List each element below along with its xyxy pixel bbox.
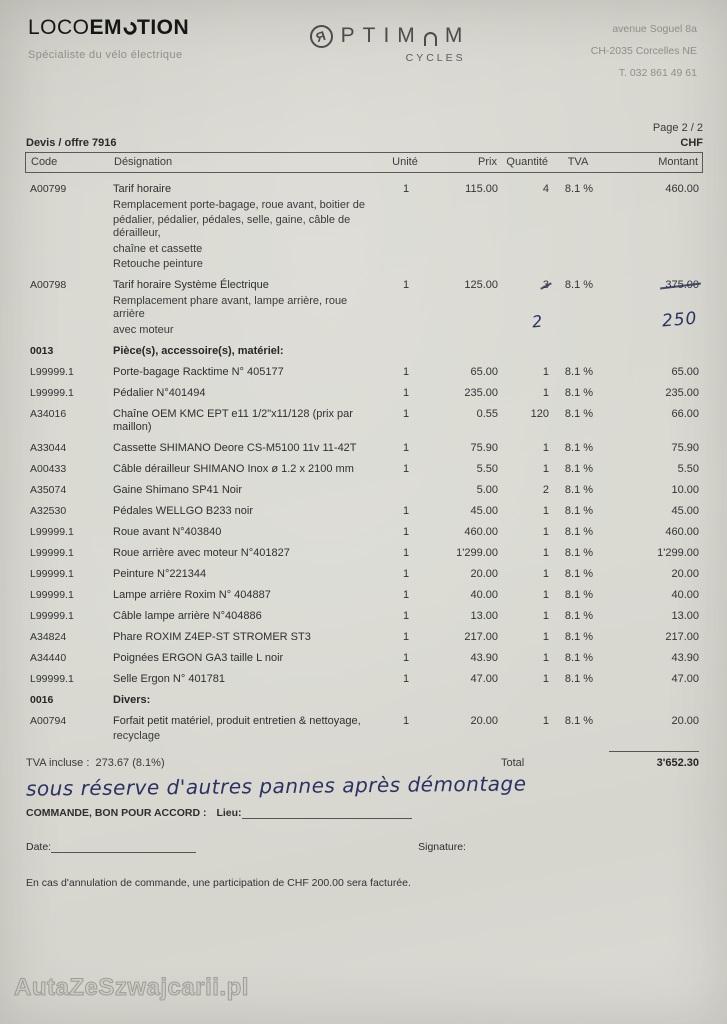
item-name: Selle Ergon N° 401781: [113, 672, 226, 685]
vat-value: 8.1 %: [564, 441, 594, 454]
item-description-line: Remplacement porte-bagage, roue avant, boitier de: [113, 198, 365, 211]
item-name: Câble lampe arrière N°404886: [113, 609, 262, 622]
section-title: Divers:: [113, 693, 151, 706]
item-code: A32530: [30, 504, 67, 517]
watermark: AutaZeSzwajcarii.pl: [14, 974, 249, 1001]
item-code: L99999.1: [30, 546, 74, 559]
unit-value: 1: [402, 365, 410, 378]
item-name: Poignées ERGON GA3 taille L noir: [113, 651, 284, 664]
quantity-cell: [501, 505, 549, 518]
unit-value: 1: [402, 279, 410, 292]
optimum-logo-icon: Я: [310, 25, 333, 48]
col-unite: Unité: [392, 156, 418, 168]
quantity-value: 3: [542, 279, 549, 292]
handwritten-quantity: 2: [530, 311, 543, 332]
company-address: [591, 16, 697, 84]
table-row: [30, 505, 699, 518]
amount-value: 13.00: [671, 609, 699, 622]
item-description: [113, 295, 382, 337]
section-row: [30, 345, 699, 358]
section-row: [30, 694, 699, 707]
item-name: Câble dérailleur SHIMANO Inox ø 1.2 x 2100 mm: [113, 462, 354, 475]
quantity-value: 4: [542, 183, 549, 195]
item-description-line: Remplacement phare avant, lampe arrière, roue arrière: [113, 294, 348, 320]
item-name: Tarif horaire: [113, 183, 172, 195]
amount-cell: [609, 715, 699, 744]
quantity-cell: [501, 610, 549, 623]
totals-row: [26, 751, 699, 769]
item-designation: [113, 484, 382, 497]
item-designation: [113, 442, 382, 455]
quantity-value: 1: [542, 546, 549, 559]
price-value: 75.90: [470, 441, 498, 454]
date-label: Date:: [26, 841, 52, 854]
item-designation: [113, 183, 382, 271]
amount-value: 375.00: [665, 279, 699, 292]
quantity-value: 1: [542, 609, 549, 622]
handwritten-amount: 250: [660, 308, 698, 332]
unit-value: 1: [402, 504, 410, 517]
brand-locoemotion: [28, 16, 189, 84]
amount-value: 460.00: [665, 183, 699, 195]
unit-value: 1: [402, 630, 410, 643]
item-description-line: chaîne et cassette: [113, 242, 203, 255]
amount-value: 43.90: [671, 651, 699, 664]
item-description-line: recyclage: [113, 730, 161, 743]
place-label: Lieu:: [216, 807, 242, 820]
price-value: 217.00: [464, 630, 498, 643]
section-title: Pièce(s), accessoire(s), matériel:: [113, 344, 284, 357]
total-label: Total: [501, 757, 525, 770]
item-designation: [113, 505, 382, 518]
item-code: A00798: [30, 279, 67, 292]
item-designation: [113, 279, 382, 336]
unit-value: 1: [402, 588, 410, 601]
vat-value: 8.1 %: [564, 651, 594, 664]
item-designation: [113, 408, 382, 434]
quantity-value: 1: [542, 567, 549, 580]
unit-value: 1: [402, 525, 410, 538]
quantity-cell: [501, 589, 549, 602]
amount-cell: [609, 631, 699, 644]
quantity-cell: [501, 652, 549, 665]
quantity-cell: [501, 387, 549, 400]
price-value: 47.00: [470, 672, 498, 685]
handwritten-note: sous réserve d'autres pannes après démontage: [25, 771, 527, 801]
vat-value: 8.1 %: [564, 183, 594, 195]
quantity-value: 1: [542, 365, 549, 378]
quantity-cell: [501, 408, 549, 434]
table-row: [30, 484, 699, 497]
item-code: A00433: [30, 462, 67, 475]
amount-cell: [609, 366, 699, 379]
amount-value: 5.50: [677, 462, 699, 475]
item-designation: [113, 526, 382, 539]
amount-value: 20.00: [671, 714, 699, 727]
price-value: 20.00: [470, 567, 498, 580]
price-value: 40.00: [470, 588, 498, 601]
table-row: [30, 279, 699, 336]
amount-value: 1'299.00: [657, 546, 699, 559]
brand-optimum-wordmark: [310, 24, 471, 48]
table-body: [30, 183, 699, 743]
quantity-cell: [501, 463, 549, 476]
price-value: 1'299.00: [456, 546, 498, 559]
amount-cell: [609, 442, 699, 455]
quantity-cell: [501, 183, 549, 271]
item-designation: [113, 568, 382, 581]
item-description-line: Retouche peinture: [113, 258, 203, 271]
price-value: 65.00: [470, 365, 498, 378]
brand-optimum: [310, 24, 471, 84]
item-designation: [113, 463, 382, 476]
amount-cell: [609, 610, 699, 623]
price-value: 460.00: [464, 525, 498, 538]
quantity-value: 1: [542, 441, 549, 454]
item-code: L99999.1: [30, 672, 74, 685]
doc-ref: Devis / offre 7916: [26, 137, 117, 149]
quantity-cell: [501, 279, 549, 336]
quantity-cell: [501, 547, 549, 560]
item-designation: [113, 547, 382, 560]
unit-value: 1: [402, 407, 410, 420]
unit-value: 1: [402, 546, 410, 559]
col-designation: Désignation: [114, 156, 173, 168]
item-designation: [113, 652, 382, 665]
vat-value: 8.1 %: [564, 462, 594, 475]
currency-label: CHF: [680, 137, 703, 149]
brand-locoemotion-wordmark: [28, 16, 189, 40]
price-value: 20.00: [470, 714, 498, 727]
brand-text: PTIM: [340, 24, 423, 47]
amount-cell: [609, 463, 699, 476]
item-designation: [113, 631, 382, 644]
unit-value: 1: [402, 386, 410, 399]
item-name: Gaine Shimano SP41 Noir: [113, 483, 243, 496]
item-designation: [113, 610, 382, 623]
vat-value: 8.1 %: [564, 714, 594, 727]
quantity-value: 1: [542, 386, 549, 399]
item-code: A34824: [30, 630, 67, 643]
document-header: [0, 0, 727, 84]
document-reference-line: [26, 137, 703, 149]
place-fill-line: [242, 808, 412, 819]
col-prix: Prix: [478, 156, 497, 168]
vat-value: 8.1 %: [564, 407, 594, 420]
section-code: 0016: [30, 693, 54, 706]
vat-value: 8.1 %: [564, 672, 594, 685]
cycles-label: CYCLES: [405, 52, 466, 64]
unit-value: 1: [402, 567, 410, 580]
unit-value: 1: [402, 441, 410, 454]
unit-value: 1: [402, 714, 410, 727]
amount-cell: [609, 547, 699, 560]
vat-value: 8.1 %: [564, 525, 594, 538]
date-signature-row: [26, 841, 701, 853]
item-name: Porte-bagage Racktime N° 405177: [113, 365, 284, 378]
stylized-u-icon: [424, 32, 437, 46]
vat-value: 8.1 %: [564, 567, 594, 580]
item-name: Chaîne OEM KMC EPT e11 1/2"x11/128 (prix par maillon): [113, 407, 353, 433]
col-code: Code: [31, 156, 58, 168]
quantity-cell: [501, 484, 549, 497]
item-designation: [113, 589, 382, 602]
amount-cell: [609, 484, 699, 497]
amount-value: 45.00: [671, 504, 699, 517]
item-name: Lampe arrière Roxim N° 404887: [113, 588, 271, 601]
date-fill-line: [51, 842, 196, 853]
vat-value: 8.1 %: [564, 386, 594, 399]
price-value: 0.55: [476, 407, 498, 420]
item-code: A34016: [30, 407, 67, 420]
quantity-value: 1: [542, 714, 549, 727]
item-name: Peinture N°221344: [113, 567, 207, 580]
price-value: 5.00: [476, 483, 498, 496]
table-row: [30, 715, 699, 744]
quantity-cell: [501, 442, 549, 455]
item-designation: [113, 366, 382, 379]
item-code: A35074: [30, 483, 67, 496]
quantity-cell: [501, 673, 549, 686]
col-montant: Montant: [658, 156, 698, 168]
quantity-cell: [501, 631, 549, 644]
signature-label: Signature:: [418, 841, 466, 854]
table-row: [30, 610, 699, 623]
table-row: [30, 442, 699, 455]
item-name: Pédales WELLGO B233 noir: [113, 504, 254, 517]
price-value: 115.00: [465, 183, 498, 195]
price-value: 45.00: [470, 504, 498, 517]
vat-value: 8.1 %: [564, 609, 594, 622]
col-tva: TVA: [567, 156, 589, 168]
quantity-value: 1: [542, 588, 549, 601]
col-quantite: Quantité: [506, 156, 548, 168]
amount-cell: [609, 505, 699, 518]
total-amount: 3'652.30: [609, 751, 699, 769]
amount-cell: [609, 526, 699, 539]
amount-cell: [609, 408, 699, 434]
table-row: [30, 387, 699, 400]
item-description-line: avec moteur: [113, 323, 174, 336]
item-code: L99999.1: [30, 567, 74, 580]
item-code: L99999.1: [30, 386, 74, 399]
table-header: [25, 152, 703, 173]
brand-text: EM: [89, 16, 123, 39]
item-designation: [113, 715, 382, 744]
item-code: A00794: [30, 714, 67, 727]
item-code: L99999.1: [30, 588, 74, 601]
quantity-value: 2: [542, 483, 549, 496]
table-row: [30, 408, 699, 434]
price-value: 43.90: [470, 651, 498, 664]
unit-value: 1: [402, 183, 410, 195]
item-code: A34440: [30, 651, 67, 664]
amount-value: 20.00: [671, 567, 699, 580]
amount-value: 235.00: [665, 386, 699, 399]
order-approval-line: [26, 807, 701, 819]
address-line: CH-2035 Corcelles NE: [590, 45, 697, 57]
amount-cell: [609, 387, 699, 400]
item-name: Forfait petit matériel, produit entretien & nettoyage,: [113, 714, 361, 727]
amount-cell: [609, 568, 699, 581]
amount-value: 217.00: [665, 630, 699, 643]
unit-value: 1: [402, 462, 410, 475]
table-row: [30, 366, 699, 379]
amount-value: 65.00: [671, 365, 699, 378]
brand-text: M: [444, 24, 471, 47]
item-designation: [113, 673, 382, 686]
quantity-value: 1: [542, 672, 549, 685]
quantity-value: 1: [542, 462, 549, 475]
unit-value: 1: [402, 672, 410, 685]
amount-value: 66.00: [671, 407, 699, 420]
table-row: [30, 673, 699, 686]
document-meta: [0, 122, 727, 149]
vat-value: 8.1 %: [564, 279, 594, 292]
item-code: A00799: [30, 183, 67, 195]
unit-value: 1: [402, 651, 410, 664]
amount-value: 40.00: [671, 588, 699, 601]
cancellation-note: En cas d'annulation de commande, une participation de CHF 200.00 sera facturée.: [26, 877, 411, 890]
amount-value: 460.00: [665, 525, 699, 538]
address-line: avenue Soguel 8a: [612, 23, 697, 35]
price-value: 13.00: [470, 609, 498, 622]
item-code: L99999.1: [30, 365, 74, 378]
unit-value: 1: [402, 609, 410, 622]
item-description: [113, 730, 382, 743]
item-name: Roue arrière avec moteur N°401827: [113, 546, 290, 559]
table-row: [30, 183, 699, 271]
quantity-value: 1: [542, 630, 549, 643]
brand-tagline: Spécialiste du vélo électrique: [28, 49, 183, 61]
vat-value: 8.1 %: [564, 483, 594, 496]
item-name: Roue avant N°403840: [113, 525, 222, 538]
order-approval-label: COMMANDE, BON POUR ACCORD :: [26, 807, 207, 820]
quantity-cell: [501, 568, 549, 581]
price-value: 125.00: [464, 279, 498, 292]
quantity-value: 120: [530, 407, 549, 420]
brand-text: TION: [137, 16, 190, 39]
section-code: 0013: [30, 344, 54, 357]
table-row: [30, 526, 699, 539]
amount-value: 47.00: [671, 672, 699, 685]
item-description-line: pédalier, pédalier, pédales, selle, gaine, câble de dérailleur,: [113, 214, 351, 240]
item-designation: [113, 387, 382, 400]
table-row: [30, 547, 699, 560]
amount-cell: [609, 183, 699, 271]
quantity-value: 1: [542, 525, 549, 538]
item-code: A33044: [30, 441, 67, 454]
amount-cell: [609, 589, 699, 602]
table-row: [30, 652, 699, 665]
vat-value: 8.1 %: [564, 365, 594, 378]
price-value: 5.50: [476, 462, 498, 475]
item-description: [113, 199, 382, 272]
address-line: T. 032 861 49 61: [618, 67, 697, 79]
amount-cell: [609, 652, 699, 665]
amount-cell: [609, 279, 699, 336]
quantity-cell: [501, 526, 549, 539]
quantity-value: 1: [542, 504, 549, 517]
item-name: Tarif horaire Système Électrique: [113, 279, 269, 292]
vat-value: 8.1 %: [564, 630, 594, 643]
vat-value: 8.1 %: [564, 504, 594, 517]
brand-text: LOCO: [28, 16, 90, 39]
quantity-cell: [501, 366, 549, 379]
item-name: Phare ROXIM Z4EP-ST STROMER ST3: [113, 630, 311, 643]
item-name: Cassette SHIMANO Deore CS-M5100 11v 11-42T: [113, 441, 357, 454]
page-indicator: Page 2 / 2: [652, 122, 703, 134]
quantity-value: 1: [542, 651, 549, 664]
unit-value: [385, 484, 427, 497]
vat-value: 8.1 %: [564, 546, 594, 559]
price-value: 235.00: [464, 386, 498, 399]
table-row: [30, 463, 699, 476]
table-row: [30, 589, 699, 602]
table-row: [30, 568, 699, 581]
vat-value: 8.1 %: [564, 588, 594, 601]
amount-value: 10.00: [671, 483, 699, 496]
amount-cell: [609, 673, 699, 686]
quantity-cell: [501, 715, 549, 744]
item-code: L99999.1: [30, 609, 74, 622]
table-row: [30, 631, 699, 644]
amount-value: 75.90: [671, 441, 699, 454]
item-name: Pédalier N°401494: [113, 386, 206, 399]
item-code: L99999.1: [30, 525, 74, 538]
tva-included: TVA incluse : 273.67 (8.1%): [26, 757, 165, 770]
